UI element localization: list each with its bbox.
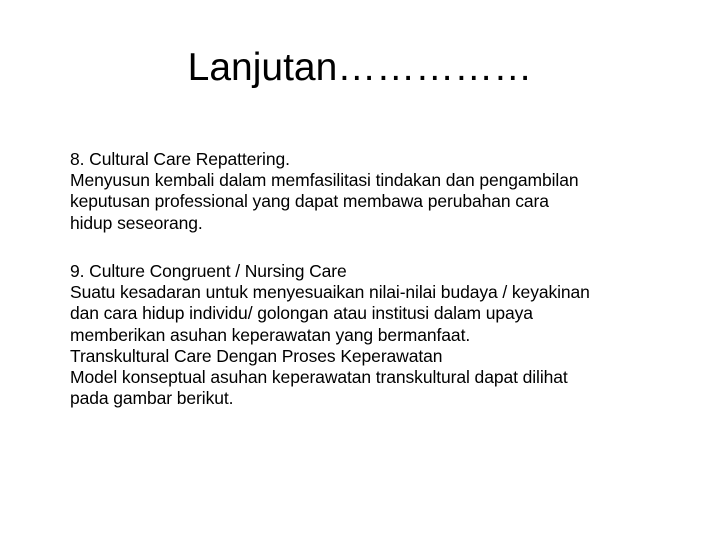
paragraph-cultural-care-repattering — [70, 149, 690, 234]
paragraph-line: hidup seseorang. — [70, 212, 203, 233]
slide-title: Lanjutan…………… — [187, 46, 533, 89]
paragraph-heading: 8. Cultural Care Repattering. — [70, 149, 290, 169]
paragraph-line: memberikan asuhan keperawatan yang bermanfaat. — [70, 324, 471, 345]
paragraph-heading: 9. Culture Congruent / Nursing Care — [70, 261, 347, 281]
paragraph-culture-congruent — [70, 261, 690, 409]
paragraph-line: Model konseptual asuhan keperawatan transkultural dapat dilihat — [70, 367, 568, 388]
paragraph-line: keputusan professional yang dapat membawa perubahan cara — [70, 191, 549, 212]
paragraph-line: Suatu kesadaran untuk menyesuaikan nilai-nilai budaya / keyakinan — [70, 282, 590, 303]
paragraph-line: pada gambar berikut. — [70, 388, 234, 409]
paragraph-line: Transkultural Care Dengan Proses Keperawatan — [70, 345, 443, 366]
paragraph-line: Menyusun kembali dalam memfasilitasi tindakan dan pengambilan — [70, 170, 579, 191]
paragraph-line: dan cara hidup individu/ golongan atau institusi dalam upaya — [70, 303, 533, 324]
